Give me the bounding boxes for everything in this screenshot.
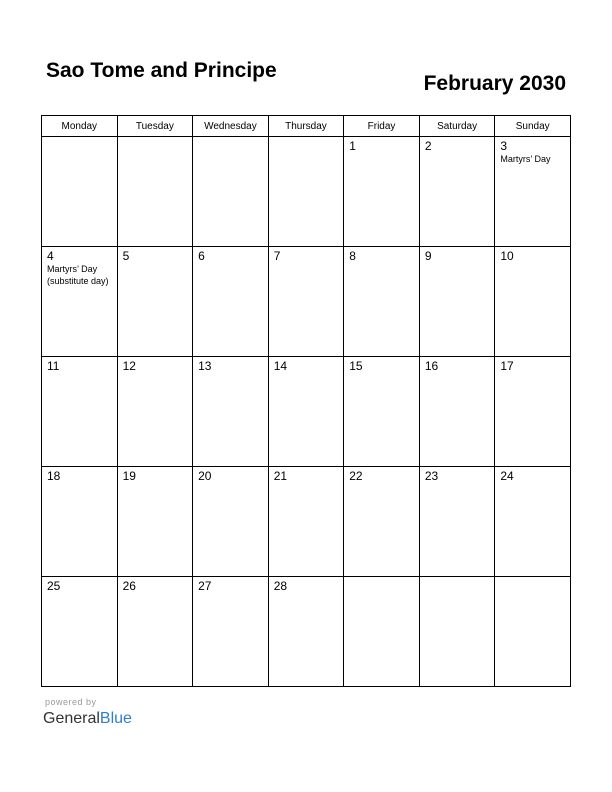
day-number: 13: [198, 359, 212, 373]
day-cell: [495, 577, 571, 687]
day-number: [42, 137, 117, 139]
day-cell: [268, 467, 344, 577]
day-cell: [42, 357, 118, 467]
day-cell: [344, 247, 420, 357]
day-cell: [495, 467, 571, 577]
footer-branding: [43, 697, 132, 729]
day-number: 25: [47, 579, 61, 593]
brand-part-blue: Blue: [99, 710, 132, 727]
weekday-sunday: Sunday: [495, 116, 571, 137]
weekday-thursday: Thursday: [268, 116, 344, 137]
weekday-saturday: Saturday: [419, 116, 495, 137]
day-number: 7: [273, 249, 281, 263]
brand-part-general: General: [43, 710, 100, 727]
weekday-header-row: [42, 116, 571, 137]
day-cell: [419, 137, 495, 247]
day-number: 4: [47, 249, 54, 263]
day-cell: [419, 577, 495, 687]
day-number: 26: [122, 579, 136, 593]
day-number: 14: [273, 359, 288, 373]
weekday-friday: Friday: [344, 116, 420, 137]
month-year-title: February 2030: [423, 72, 566, 95]
day-cell: [419, 247, 495, 357]
day-number: 22: [349, 469, 363, 483]
generalblue-logo[interactable]: [43, 709, 132, 729]
day-number: 17: [500, 359, 514, 373]
day-cell: [193, 247, 269, 357]
day-number: [118, 137, 193, 139]
day-number: [495, 577, 570, 579]
day-cell: [117, 247, 193, 357]
weekday-tuesday: Tuesday: [117, 116, 193, 137]
day-cell: [117, 137, 193, 247]
day-cell: [268, 247, 344, 357]
day-cell: [117, 357, 193, 467]
day-number: 8: [349, 249, 356, 263]
day-cell: [495, 357, 571, 467]
day-cell: [495, 247, 571, 357]
day-number: 27: [198, 579, 212, 593]
day-cell: [268, 577, 344, 687]
day-number: 9: [424, 249, 432, 263]
day-cell: [268, 357, 344, 467]
day-number: [269, 137, 344, 139]
weekday-wednesday: Wednesday: [193, 116, 269, 137]
day-number: 16: [424, 359, 439, 373]
holiday-label: Martyrs’ Day: [500, 154, 551, 164]
powered-by-label: powered by: [45, 697, 97, 707]
day-number: 10: [500, 249, 514, 263]
day-number: 2: [424, 139, 432, 153]
day-number: 5: [122, 249, 130, 263]
day-number: 15: [349, 359, 363, 373]
day-cell: [193, 577, 269, 687]
week-row: [42, 467, 571, 577]
day-cell: [419, 357, 495, 467]
day-cell: [344, 467, 420, 577]
day-number: [420, 577, 495, 579]
day-cell: [344, 137, 420, 247]
calendar-grid: [41, 115, 571, 687]
day-number: 18: [47, 469, 61, 483]
day-number: 6: [198, 249, 205, 263]
day-cell: [42, 577, 118, 687]
day-cell: [344, 577, 420, 687]
week-row: [42, 247, 571, 357]
day-number: 28: [273, 579, 288, 593]
holiday-label: Martyrs’ Day (substitute day): [47, 264, 109, 286]
day-number: 3: [500, 139, 508, 153]
country-title: Sao Tome and Principe: [46, 59, 277, 82]
day-number: 23: [424, 469, 439, 483]
day-cell: [193, 137, 269, 247]
week-row: [42, 357, 571, 467]
day-cell: [193, 357, 269, 467]
day-number: [193, 137, 268, 139]
day-cell: [117, 577, 193, 687]
day-cell: [495, 137, 571, 247]
day-cell: [42, 247, 118, 357]
day-number: 21: [273, 469, 288, 483]
day-cell: [268, 137, 344, 247]
day-number: 12: [122, 359, 136, 373]
weekday-monday: Monday: [42, 116, 118, 137]
day-number: 19: [122, 469, 136, 483]
week-row: [42, 137, 571, 247]
day-cell: [193, 467, 269, 577]
day-number: 20: [198, 469, 212, 483]
day-number: [344, 577, 419, 579]
day-cell: [344, 357, 420, 467]
day-number: 11: [47, 359, 60, 373]
day-cell: [42, 467, 118, 577]
day-cell: [117, 467, 193, 577]
day-cell: [42, 137, 118, 247]
day-cell: [419, 467, 495, 577]
day-number: 1: [349, 139, 356, 153]
week-row: [42, 577, 571, 687]
day-number: 24: [500, 469, 514, 483]
